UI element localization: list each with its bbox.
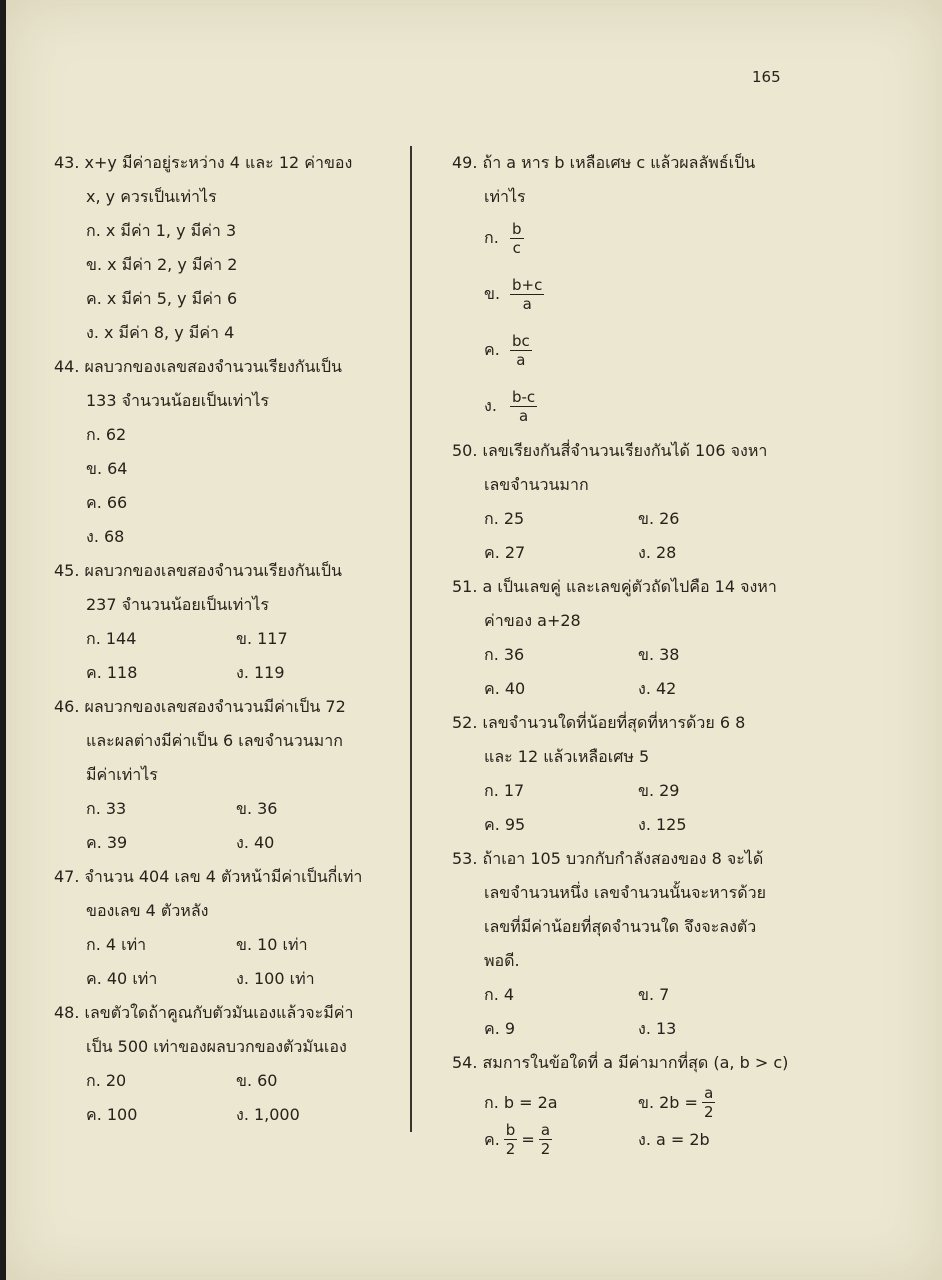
answer-option: ข. 10 เท่า bbox=[236, 935, 308, 954]
option-label: ค. bbox=[484, 1129, 500, 1149]
question-text: 54. สมการในข้อใดที่ a มีค่ามากที่สุด (a, b > c) bbox=[452, 1053, 789, 1072]
answer-option: ก. x มีค่า 1, y มีค่า 3 bbox=[86, 221, 237, 240]
question-46 bbox=[54, 694, 402, 864]
page-number: 165 bbox=[752, 68, 781, 86]
answer-options bbox=[452, 642, 932, 710]
numerator: a bbox=[704, 1084, 714, 1102]
question-text: 52. เลขจำนวนใดที่น้อยที่สุดที่หารด้วย 6 8 bbox=[452, 713, 746, 732]
answer-option: ง. 28 bbox=[638, 543, 677, 562]
denominator: 2 bbox=[505, 1140, 516, 1158]
question-text: และ 12 แล้วเหลือเศษ 5 bbox=[484, 747, 650, 766]
question-text: มีค่าเท่าไร bbox=[86, 765, 158, 784]
answer-option: ข. x มีค่า 2, y มีค่า 2 bbox=[86, 255, 238, 274]
fraction bbox=[504, 1121, 518, 1158]
answer-options bbox=[452, 506, 932, 574]
numerator: b bbox=[505, 1121, 516, 1139]
answer-option: ก. 62 bbox=[86, 425, 127, 444]
answer-option: ข. 60 bbox=[236, 1071, 278, 1090]
answer-option bbox=[638, 1084, 792, 1121]
question-text: 44. ผลบวกของเลขสองจำนวนเรียงกันเป็น bbox=[54, 357, 342, 376]
denominator: a bbox=[518, 406, 529, 425]
question-text: เลขจำนวนหนึ่ง เลขจำนวนนั้นจะหารด้วย bbox=[484, 883, 766, 902]
option-label: ก. bbox=[484, 227, 499, 247]
question-49 bbox=[452, 150, 932, 434]
answer-option: ก. 20 bbox=[86, 1071, 127, 1090]
question-53 bbox=[452, 846, 932, 1050]
question-47 bbox=[54, 864, 402, 1000]
answer-option bbox=[452, 322, 932, 378]
option-label: ง. bbox=[484, 395, 497, 415]
fraction bbox=[510, 332, 532, 369]
answer-option: ค. 40 bbox=[484, 679, 526, 698]
fraction bbox=[702, 1084, 716, 1121]
option-label: ข. bbox=[484, 283, 501, 303]
question-text: และผลต่างมีค่าเป็น 6 เลขจำนวนมาก bbox=[86, 731, 343, 750]
question-text: 48. เลขตัวใดถ้าคูณกับตัวมันเองแล้วจะมีค่า bbox=[54, 1003, 354, 1022]
question-text: เท่าไร bbox=[484, 187, 526, 206]
fraction bbox=[510, 220, 524, 257]
question-51 bbox=[452, 574, 932, 710]
question-54 bbox=[452, 1050, 932, 1158]
answer-option: ก. b = 2a bbox=[484, 1092, 558, 1112]
column-divider bbox=[410, 146, 412, 1132]
question-text: x, y ควรเป็นเท่าไร bbox=[86, 187, 217, 206]
denominator: c bbox=[512, 238, 521, 257]
answer-options bbox=[452, 982, 932, 1050]
answer-option: ก. 4 bbox=[484, 985, 515, 1004]
denominator: 2 bbox=[703, 1103, 714, 1121]
textbook-page bbox=[6, 0, 942, 1280]
answer-options bbox=[452, 1121, 932, 1158]
answer-option: ง. a = 2b bbox=[638, 1129, 710, 1149]
answer-options bbox=[452, 778, 932, 846]
numerator: b+c bbox=[512, 275, 543, 294]
answer-option: ง. 100 เท่า bbox=[236, 969, 315, 988]
answer-options bbox=[54, 932, 402, 1000]
answer-option: ง. 42 bbox=[638, 679, 677, 698]
denominator: 2 bbox=[540, 1140, 551, 1158]
question-text: เป็น 500 เท่าของผลบวกของตัวมันเอง bbox=[86, 1037, 347, 1056]
question-text: ค่าของ a+28 bbox=[484, 611, 581, 630]
answer-option: ข. 29 bbox=[638, 781, 680, 800]
numerator: b bbox=[512, 219, 522, 238]
fraction bbox=[539, 1121, 553, 1158]
answer-option: ง. 13 bbox=[638, 1019, 677, 1038]
answer-option: ค. x มีค่า 5, y มีค่า 6 bbox=[86, 289, 238, 308]
question-text: 43. x+y มีค่าอยู่ระหว่าง 4 และ 12 ค่าของ bbox=[54, 153, 353, 172]
answer-option: ค. 9 bbox=[484, 1019, 516, 1038]
numerator: b-c bbox=[512, 387, 536, 406]
answer-option bbox=[484, 1121, 638, 1158]
answer-option: ข. 26 bbox=[638, 509, 680, 528]
question-48 bbox=[54, 1000, 402, 1136]
question-text: 49. ถ้า a หาร b เหลือเศษ c แล้วผลลัพธ์เป็น bbox=[452, 153, 756, 172]
answer-option: ข. 7 bbox=[638, 985, 670, 1004]
answer-option: ข. 117 bbox=[236, 629, 288, 648]
option-label: ค. bbox=[484, 339, 500, 359]
option-label: ข. 2b = bbox=[638, 1092, 698, 1112]
question-text: เลขที่มีค่าน้อยที่สุดจำนวนใด จึงจะลงตัว bbox=[484, 917, 757, 936]
answer-option: ค. 40 เท่า bbox=[86, 969, 158, 988]
answer-option bbox=[452, 266, 932, 322]
answer-option: ง. 125 bbox=[638, 815, 687, 834]
answer-option: ค. 39 bbox=[86, 833, 128, 852]
fraction bbox=[510, 276, 544, 313]
answer-options bbox=[54, 1068, 402, 1136]
question-text: 47. จำนวน 404 เลข 4 ตัวหน้ามีค่าเป็นกี่เท่า bbox=[54, 867, 363, 886]
question-text: 133 จำนวนน้อยเป็นเท่าไร bbox=[86, 391, 269, 410]
answer-option: ค. 66 bbox=[86, 493, 128, 512]
equals-sign: = bbox=[521, 1129, 535, 1149]
answer-option: ก. 25 bbox=[484, 509, 525, 528]
answer-option: ค. 118 bbox=[86, 663, 138, 682]
right-column bbox=[452, 150, 932, 1158]
answer-options bbox=[452, 1084, 932, 1121]
answer-option bbox=[452, 378, 932, 434]
left-column bbox=[54, 150, 402, 1136]
answer-option: ก. 4 เท่า bbox=[86, 935, 147, 954]
answer-option: ก. 17 bbox=[484, 781, 525, 800]
answer-option: ค. 95 bbox=[484, 815, 526, 834]
question-text: 53. ถ้าเอา 105 บวกกับกำลังสองของ 8 จะได้ bbox=[452, 849, 764, 868]
question-text: 50. เลขเรียงกันสี่จำนวนเรียงกันได้ 106 จงหา bbox=[452, 441, 768, 460]
answer-options bbox=[54, 796, 402, 864]
question-text: เลขจำนวนมาก bbox=[484, 475, 589, 494]
answer-option: ก. 36 bbox=[484, 645, 525, 664]
answer-option bbox=[452, 210, 932, 266]
answer-option: ง. x มีค่า 8, y มีค่า 4 bbox=[86, 323, 235, 342]
answer-option: ง. 119 bbox=[236, 663, 285, 682]
question-text: 51. a เป็นเลขคู่ และเลขคู่ตัวถัดไปคือ 14 จงหา bbox=[452, 577, 777, 596]
answer-option: ก. 33 bbox=[86, 799, 127, 818]
answer-options bbox=[54, 626, 402, 694]
question-45 bbox=[54, 558, 402, 694]
denominator: a bbox=[522, 294, 532, 313]
question-50 bbox=[452, 438, 932, 574]
denominator: a bbox=[516, 350, 526, 369]
answer-option: ง. 68 bbox=[86, 527, 125, 546]
answer-option: ค. 27 bbox=[484, 543, 526, 562]
question-text: 46. ผลบวกของเลขสองจำนวนมีค่าเป็น 72 bbox=[54, 697, 346, 716]
question-52 bbox=[452, 710, 932, 846]
answer-option: ข. 64 bbox=[86, 459, 128, 478]
question-text: พอดี. bbox=[484, 951, 520, 970]
answer-option: ง. 40 bbox=[236, 833, 275, 852]
question-44 bbox=[54, 354, 402, 558]
fraction bbox=[510, 388, 537, 425]
answer-option: ง. 1,000 bbox=[236, 1105, 300, 1124]
answer-option: ข. 36 bbox=[236, 799, 278, 818]
question-43 bbox=[54, 150, 402, 354]
question-text: 237 จำนวนน้อยเป็นเท่าไร bbox=[86, 595, 269, 614]
numerator: a bbox=[540, 1121, 551, 1139]
numerator: bc bbox=[512, 331, 530, 350]
answer-option: ค. 100 bbox=[86, 1105, 138, 1124]
answer-option: ข. 38 bbox=[638, 645, 680, 664]
question-text: 45. ผลบวกของเลขสองจำนวนเรียงกันเป็น bbox=[54, 561, 342, 580]
answer-option: ก. 144 bbox=[86, 629, 137, 648]
question-text: ของเลข 4 ตัวหลัง bbox=[86, 901, 209, 920]
